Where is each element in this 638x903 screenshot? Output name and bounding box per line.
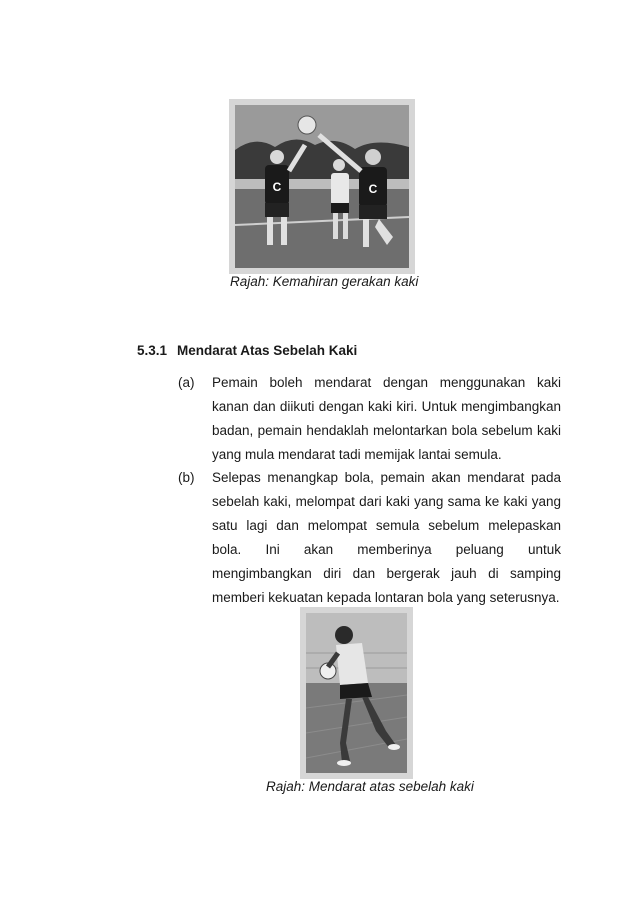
- section-heading: [137, 343, 357, 358]
- figure-1-photo: [229, 99, 415, 274]
- list-marker-a: (a): [178, 375, 195, 390]
- bib-right: C: [368, 182, 378, 196]
- list-marker-b: (b): [178, 470, 195, 485]
- figure-2-photo: [300, 607, 413, 779]
- section-title: Mendarat Atas Sebelah Kaki: [177, 343, 358, 358]
- list-text-a: Pemain boleh mendarat dengan menggunakan kaki kanan dan diikuti dengan kaki kiri. Untuk mengimbangkan badan, pemain hendaklah melontarkan bola sebelum kaki yang mula mendarat tadi memijak lantai semula.: [212, 375, 561, 462]
- list-item-a: [178, 371, 561, 467]
- bib-left: C: [272, 180, 282, 194]
- figure-1-caption: Rajah: Kemahiran gerakan kaki: [230, 274, 419, 289]
- netball-landing-image: [306, 613, 407, 773]
- list-text-b: Selepas menangkap bola, pemain akan mendarat pada sebelah kaki, melompat dari kaki yang sama ke kaki yang satu lagi dan melompat semula sebelum melepaskan bola. Ini akan memberinya peluang untuk mengimbangkan diri dan bergerak jauh di samping memberi kekuatan kepada lontaran bola yang seterusnya.: [212, 470, 561, 605]
- figure-2-caption: Rajah: Mendarat atas sebelah kaki: [266, 779, 474, 794]
- netball-players-image: [235, 105, 409, 268]
- section-number: 5.3.1: [137, 343, 168, 358]
- list-item-b: [178, 466, 561, 610]
